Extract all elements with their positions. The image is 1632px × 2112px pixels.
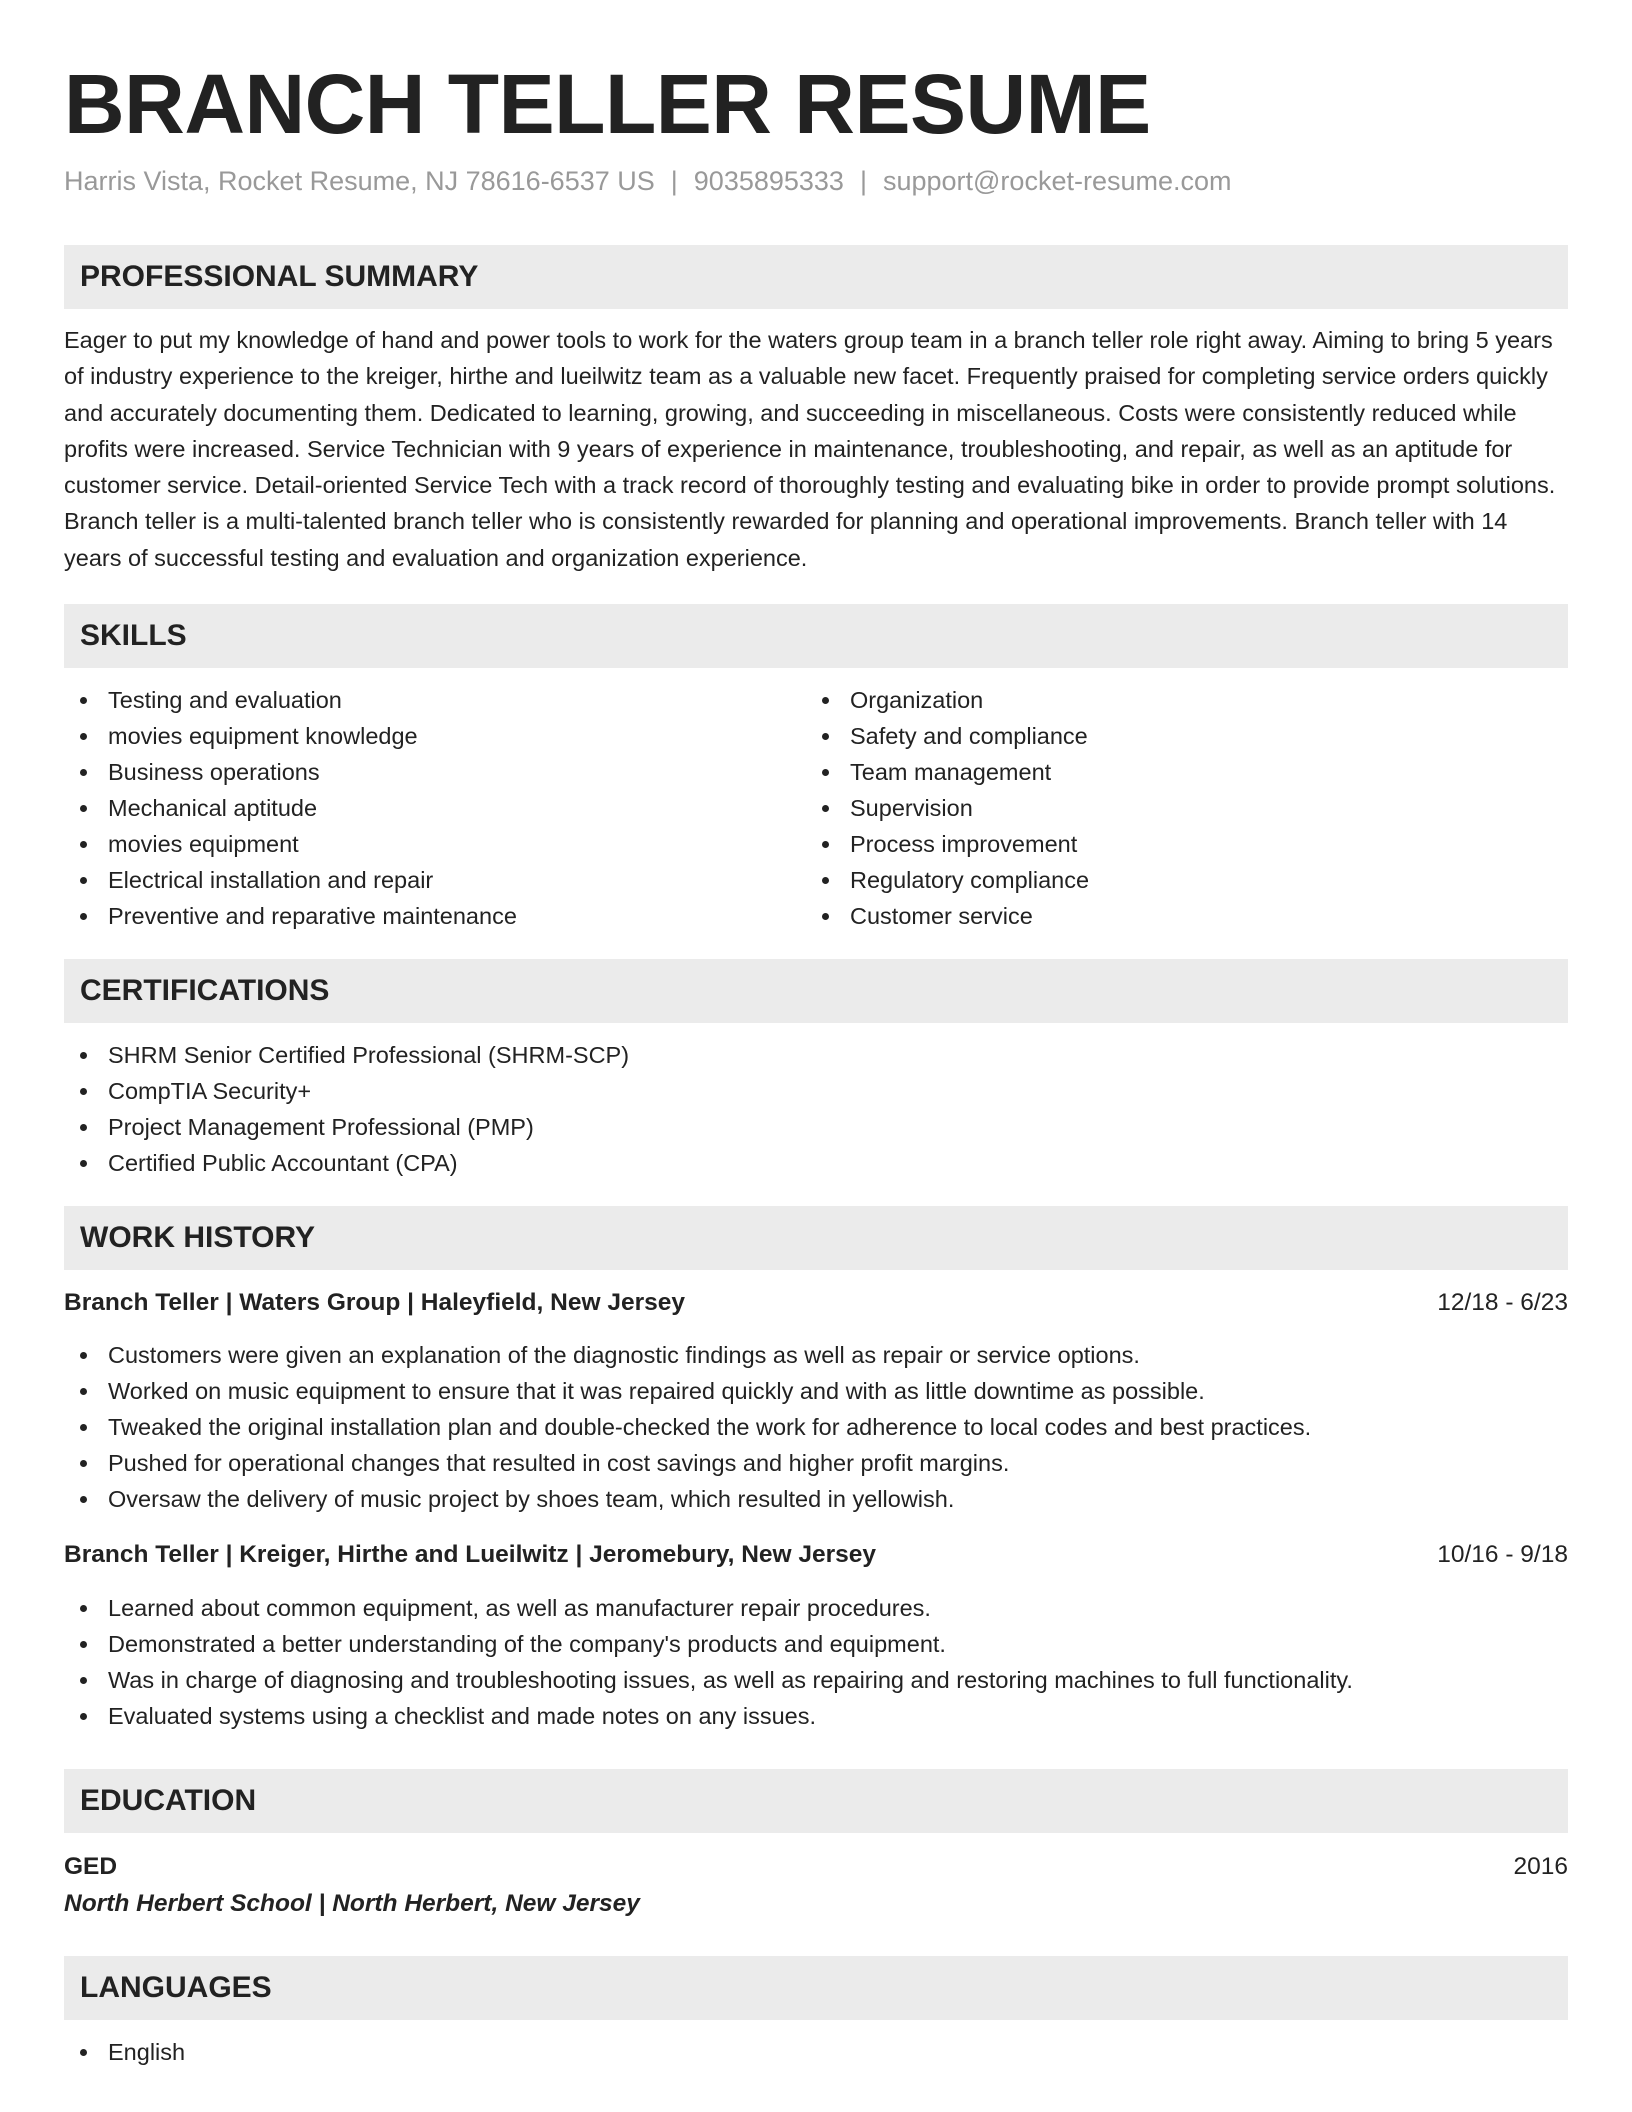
contact-line <box>64 164 1568 198</box>
job-header <box>64 1286 1568 1320</box>
education-heading: EDUCATION <box>64 1769 1568 1833</box>
certifications-list <box>64 1037 1568 1181</box>
skill-item: Mechanical aptitude <box>64 790 806 826</box>
certification-item: Project Management Professional (PMP) <box>64 1109 1568 1145</box>
summary-text: Eager to put my knowledge of hand and power tools to work for the waters group team in a branch teller role right away. Aiming to bring 5 years of industry experience to the kreiger, hirthe and lueilwitz team as a valuable new facet. Frequently praised for completing service orders quickly and accurately documenting them. Dedicated to learning, growing, and succeeding in miscellaneous. Costs were consistently reduced while profits were increased. Service Technician with 9 years of experience in maintenance, troubleshooting, and repair, as well as an aptitude for customer service. Detail-oriented Service Tech with a track record of thoroughly testing and evaluating bike in order to provide prompt solutions. Branch teller is a multi-talented branch teller who is consistently rewarded for planning and operational improvements. Branch teller with 14 years of successful testing and evaluation and organization experience. <box>64 327 1556 571</box>
job-dates: 12/18 - 6/23 <box>1437 1289 1568 1317</box>
education-year: 2016 <box>1513 1853 1568 1881</box>
certifications-heading: CERTIFICATIONS <box>64 959 1568 1023</box>
education-school: North Herbert School | North Herbert, New Jersey <box>64 1890 640 1918</box>
job-bullet: Demonstrated a better understanding of the company's products and equipment. <box>64 1626 1568 1662</box>
skill-item: Process improvement <box>806 826 1548 862</box>
job-dates: 10/16 - 9/18 <box>1437 1541 1568 1569</box>
languages-heading: LANGUAGES <box>64 1956 1568 2020</box>
job-bullet: Customers were given an explanation of the diagnostic findings as well as repair or service options. <box>64 1337 1568 1373</box>
job-bullet: Pushed for operational changes that resulted in cost savings and higher profit margins. <box>64 1445 1568 1481</box>
job-bullet: Learned about common equipment, as well as manufacturer repair procedures. <box>64 1590 1568 1626</box>
skill-item: Testing and evaluation <box>64 682 806 718</box>
certification-item: CompTIA Security+ <box>64 1073 1568 1109</box>
language-item: English <box>64 2034 1568 2070</box>
skills-right-list <box>806 682 1548 934</box>
job-bullet: Oversaw the delivery of music project by shoes team, which resulted in yellowish. <box>64 1481 1568 1517</box>
job-header <box>64 1538 1568 1572</box>
job-title: Branch Teller | Kreiger, Hirthe and Lueilwitz | Jeromebury, New Jersey <box>64 1541 877 1569</box>
education-entry <box>64 1849 1568 1885</box>
languages-list <box>64 2034 1568 2070</box>
job-bullets <box>64 1337 1568 1517</box>
skill-item: Organization <box>806 682 1548 718</box>
skill-item: Customer service <box>806 898 1548 934</box>
skill-item: Safety and compliance <box>806 718 1548 754</box>
skill-item: Team management <box>806 754 1548 790</box>
contact-separator: | <box>670 166 678 196</box>
skill-item: Preventive and reparative maintenance <box>64 898 806 934</box>
skills-grid <box>64 682 1568 934</box>
job-bullet: Tweaked the original installation plan and double-checked the work for adherence to local codes and best practices. <box>64 1409 1568 1445</box>
job-entry <box>64 1538 1568 1734</box>
job-bullet: Evaluated systems using a checklist and made notes on any issues. <box>64 1698 1568 1734</box>
skills-heading: SKILLS <box>64 604 1568 668</box>
certification-item: Certified Public Accountant (CPA) <box>64 1145 1568 1181</box>
skills-left-list <box>64 682 806 934</box>
skill-item: Business operations <box>64 754 806 790</box>
summary-heading: PROFESSIONAL SUMMARY <box>64 245 1568 309</box>
skill-item: movies equipment knowledge <box>64 718 806 754</box>
contact-separator: | <box>859 166 867 196</box>
skill-item: Supervision <box>806 790 1548 826</box>
contact-email: support@rocket-resume.com <box>882 166 1232 196</box>
skill-item: movies equipment <box>64 826 806 862</box>
education-degree: GED <box>64 1853 118 1881</box>
job-entry <box>64 1286 1568 1517</box>
skill-item: Electrical installation and repair <box>64 862 806 898</box>
certification-item: SHRM Senior Certified Professional (SHRM-SCP) <box>64 1037 1568 1073</box>
resume-title: BRANCH TELLER RESUME <box>64 57 1151 151</box>
contact-phone: 9035895333 <box>693 166 844 196</box>
job-title: Branch Teller | Waters Group | Haleyfield, New Jersey <box>64 1289 685 1317</box>
job-bullet: Worked on music equipment to ensure that it was repaired quickly and with as little downtime as possible. <box>64 1373 1568 1409</box>
work-history-heading: WORK HISTORY <box>64 1206 1568 1270</box>
job-bullets <box>64 1590 1568 1734</box>
skill-item: Regulatory compliance <box>806 862 1548 898</box>
contact-address: Harris Vista, Rocket Resume, NJ 78616-6537 US <box>64 166 655 196</box>
job-bullet: Was in charge of diagnosing and troubleshooting issues, as well as repairing and restoring machines to full functionality. <box>64 1662 1568 1698</box>
